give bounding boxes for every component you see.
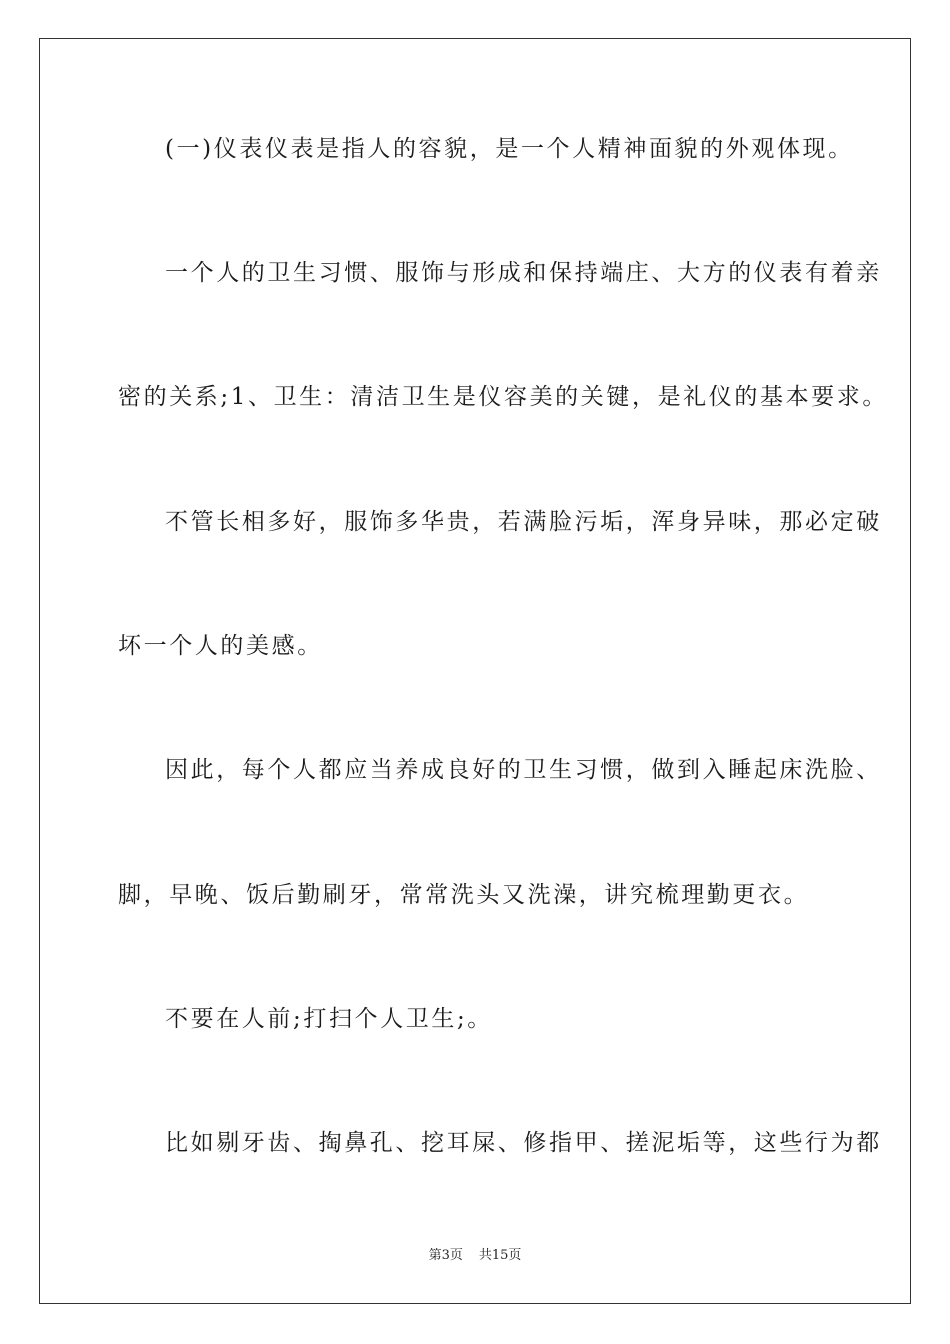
paragraph-line: (一)仪表仪表是指人的容貌，是一个人精神面貌的外观体现。 bbox=[165, 136, 854, 162]
paragraph-line: 密的关系;1、卫生：清洁卫生是仪容美的关键，是礼仪的基本要求。 bbox=[118, 384, 888, 410]
page-footer bbox=[0, 1248, 950, 1264]
paragraph-line: 坏一个人的美感。 bbox=[118, 633, 323, 659]
paragraph-line: 脚，早晚、饭后勤刷牙，常常洗头又洗澡，讲究梳理勤更衣。 bbox=[118, 882, 810, 908]
paragraph-line: 一个人的卫生习惯、服饰与形成和保持端庄、大方的仪表有着亲 bbox=[165, 260, 882, 286]
paragraph-line: 不要在人前;打扫个人卫生;。 bbox=[165, 1006, 493, 1032]
paragraph-line: 因此，每个人都应当养成良好的卫生习惯，做到入睡起床洗脸、 bbox=[165, 757, 882, 783]
page-frame bbox=[39, 38, 911, 1304]
paragraph-line: 比如剔牙齿、掏鼻孔、挖耳屎、修指甲、搓泥垢等，这些行为都 bbox=[165, 1130, 882, 1156]
page-total: 共15页 bbox=[478, 1248, 522, 1263]
paragraph-line: 不管长相多好，服饰多华贵，若满脸污垢，浑身异味，那必定破 bbox=[165, 509, 882, 535]
page-number: 第3页 bbox=[428, 1248, 463, 1263]
